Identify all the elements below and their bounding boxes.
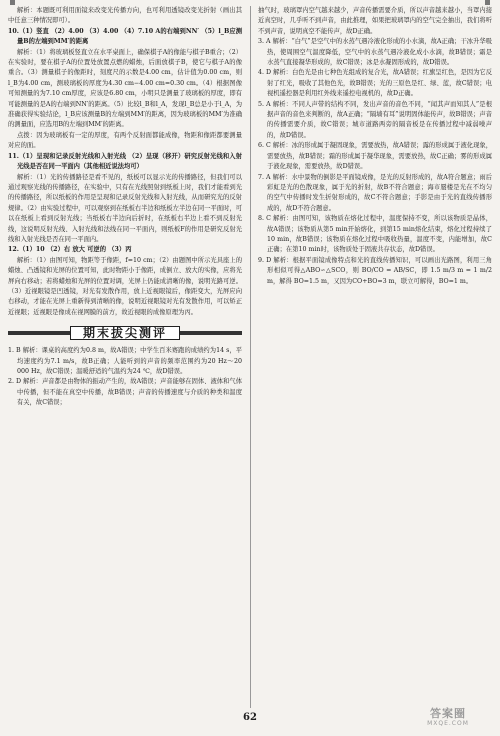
answer-12: 12.（1）10 （2）右 放大 可逆的 （3）丙 bbox=[8, 246, 132, 254]
answer-11: 11.（1）呈现和记录反射光线和入射光线 （2）呈现（移开）研究反射光线和入射光线是否在同一平面内（其他相近说法均可） bbox=[8, 152, 242, 171]
left-column bbox=[8, 6, 242, 409]
analysis-11: 解析：（1）光的传播路径是看不见的，纸板可以显示光的传播路径，但我们可以通过观察光线的传播路径，在实验中，只有在光线照射到纸板上时，我们才能看到光的传播路径，所以纸板的作用是呈现和记录反射光线和入射光线，从而研究光的反射规律。（2）由实验过程中，可以观察到在纸板右半边和纸板左半边在同一平面时，可以在纸板上看到反射光线；当纸板右半边向后折时，在纸板右半边上看不到反射光线，这说明反射光线、入射光线和法线在同一平面内，则纸板F的作用是研究反射光线和入射光线是否在同一平面内。 bbox=[8, 173, 242, 243]
section-banner bbox=[8, 324, 242, 342]
answer-3: 3. A 解析：“白气”是空气中的水蒸气遇冷液化形成的小水滴，故A正确；干冰升华吸热，使周围空气温度降低，空气中的水蒸气遇冷液化成小水滴，故B错误；霜是水蒸气直接凝华形成的，故C错误；冰是水凝固形成的，故D错误。 bbox=[258, 38, 492, 67]
watermark-url: MXQE.COM bbox=[427, 720, 469, 727]
answer-5: 5. A 解析：不同人声带的结构不同，发出声音的音色不同，“闻其声而知其人”是根据声音的音色来判断的，故A正确；“隔墙有耳”说明固体能传声，故B错误；声音的传播需要介质，故C错误；城市道路两旁的隔音板是在传播过程中减弱噪声的，故D错误。 bbox=[258, 100, 492, 139]
answer-2: 2. D 解析：声音都是由物体的振动产生的，故A错误；声音能够在固体、液体和气体中传播，但不能在真空中传播，故B错误；声音的传播速度与介质的种类和温度有关，故C错误； bbox=[8, 378, 242, 407]
answer-2-continued: 抽气时，玻璃罩内空气越来越少，声音传播需要介质，所以声音越来越小，当罩内接近真空时，几乎听不到声音，由此推理，如果把玻璃罩内的空气完全抽出，我们将听不到声音，说明真空不能传声，故D正确。 bbox=[258, 7, 492, 35]
answer-8: 8. C 解析：由图可知，该物质在熔化过程中，温度保持不变，所以该物质是晶体，故A错误；该物质从第5 min开始熔化，到第15 min熔化结束，熔化过程持续了10 min，故B错误；该物质在熔化过程中吸收热量，温度不变，内能增加，故C正确；在第10 min时，该物质处于固液共存状态，故D错误。 bbox=[258, 215, 492, 254]
answer-9: 9. D 解析：根据平面镜成像特点和光的直线传播知识，可以画出光路图，利用三角形相似可得△ABO∽△SCO，则 BO/CO = AB/SC，即 1.5 m/3 m = 1 m/2 m，解得 BO=1.5 m，又因为CO+BO=3 m，联立可解得，BO=1 m。 bbox=[258, 256, 492, 285]
analysis-12: 解析：（1）由图可知，物距等于像距，f=10 cm；（2）由题图中所示光具座上的蜡烛、凸透镜和光屏的位置可知，此时物距小于像距，成倒立、放大的实像，应将光屏向右移动；若将蜡烛和光屏的位置对调，光屏上仍能成清晰的像，说明光路可逆。（3）近视眼镜是凹透镜，对光有发散作用，放上近视眼镜后，像距变大，光屏应向右移动，才能在光屏上重新得到清晰的像，说明近视眼镜对光有发散作用，可以矫正近视眼；近视眼是像成在视网膜的前方，故近视眼的成像原理为丙。 bbox=[8, 256, 242, 316]
page-number: 62 bbox=[243, 712, 257, 723]
watermark-logo bbox=[404, 706, 492, 730]
answer-7: 7. A 解析：水中景物的倒影是平面镜成像，是光的反射形成的，故A符合题意；雨后彩虹是光的色散现象，属于光的折射，故B不符合题意；海市蜃楼是光在不均匀的空气中传播时发生折射形成的，故C不符合题意；手影是由于光的直线传播形成的，故D不符合题意。 bbox=[258, 173, 492, 212]
watermark-text: 答案圈 bbox=[430, 707, 466, 720]
answer-paragraph: 解析：本题既可利用面镜来改变光传播方向，也可利用透镜改变光折射（画出其中任意三种情况即可）。 bbox=[8, 7, 242, 25]
column-divider bbox=[250, 6, 251, 708]
crop-mark bbox=[10, 0, 15, 5]
tip-10: 点拨：因为玻璃板有一定的厚度，有两个反射面都能成像，物距和像距都要测量对应的面。 bbox=[8, 131, 242, 150]
right-column bbox=[258, 6, 492, 287]
analysis-10: 解析：（1）将玻璃板竖直立在水平桌面上，确保棋子A的像能与棋子B重合；（2）在实验时，要在棋子A的位置处放置点燃的蜡烛，后面放棋子B，使它与棋子A的像重合。（3）测量棋子的像距时，刻度尺的示数是4.00 cm，估计值为0.00 cm，则l_B为4.00 cm，测玻璃板的厚度为4.30 cm−4.00 cm=0.30 cm。（4）根据图像可知测量的为7.10 cm厚度，应该是6.80 cm，小明只是测量了玻璃板的厚度，即有可能测量的是A的右端到NN′的距离。（5）比较l_B和l_A，发现l_B总是小于l_A，为准确获得实验结论，l_B应该测量B的左端到MM′的距离，因为玻璃板的MM′为准确的测量面，应选用B的左端到MM′的距离。 bbox=[8, 48, 242, 129]
page bbox=[8, 6, 492, 728]
answer-4: 4. D 解析：白色光是由七种色光组成的复合光，故A错误；红旗呈红色，是因为它反射了红光，吸收了其他色光，故B错误；光的三原色是红、绿、蓝，故C错误；电视机遥控器是利用红外线来遥控电视机的，故D正确。 bbox=[258, 69, 492, 98]
answer-10: 10.（1）竖直 （2）4.00 （3）4.00 （4）7.10 A的右端到NN′ （5）l_B应测量B的左端到MM′的距离 bbox=[8, 27, 242, 46]
crop-mark bbox=[485, 0, 490, 5]
answer-1: 1. B 解析：课桌的高度约为0.8 m，故A错误；中学生百米赛跑的成绩约为14 s，平均速度约为7.1 m/s，故B正确；人能听到的声音的频率范围约为20 Hz～20 000 Hz，故C错误；温暖舒适的气温约为24 ℃，故D错误。 bbox=[8, 347, 242, 375]
answer-6: 6. C 解析：冰的形成属于凝固现象，需要放热，故A错误；露的形成属于液化现象，需要放热，故B错误；霜的形成属于凝华现象，需要放热，故C正确；雾的形成属于液化现象，需要放热，故D错误。 bbox=[258, 142, 492, 171]
section-title: 期末拔尖测评 bbox=[70, 326, 180, 340]
